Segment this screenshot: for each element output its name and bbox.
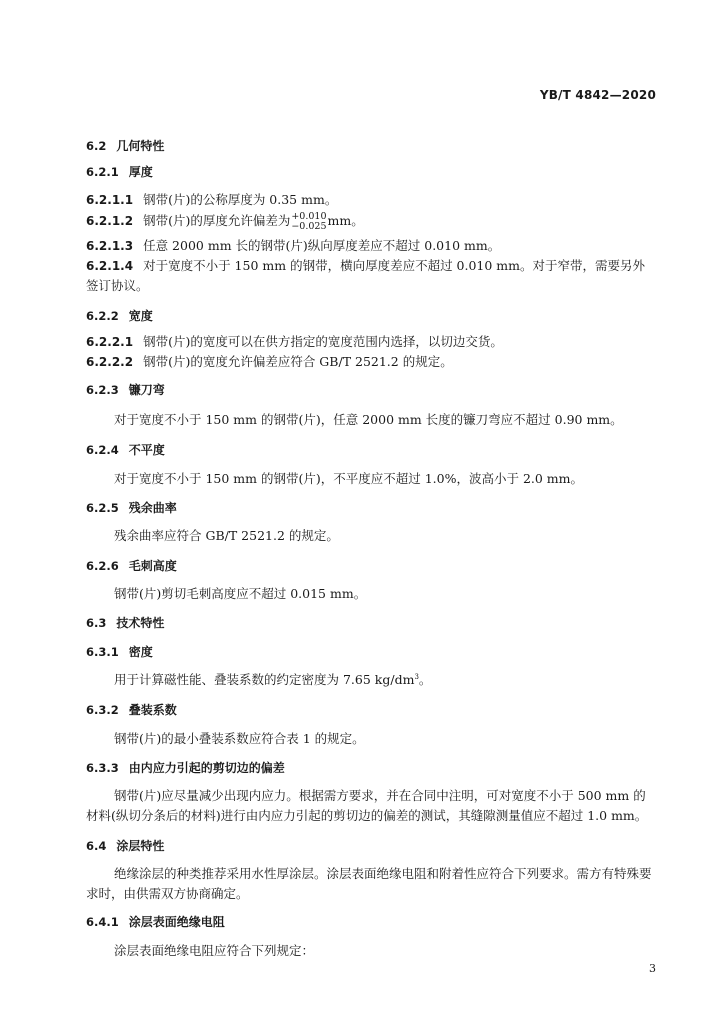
para-6-2-4: 对于宽度不小于 150 mm 的钢带(片)，不平度应不超过 1.0%，波高小于 2.0 mm。 <box>114 471 584 486</box>
heading-6-2-4: 6.2.4 不平度 <box>86 443 165 457</box>
heading-6-3: 6.3 技术特性 <box>86 616 165 630</box>
heading-6-2-1: 6.2.1 厚度 <box>86 165 153 179</box>
para-6-3-3: 钢带(片)应尽量减少出现内应力。根据需方要求，并在合同中注明，可对宽度不小于 500 mm 的材料(纵切分条后的材料)进行由内应力引起的剪切边的偏差的测试，其缝隙测量值应不超过 1.0 mm。 <box>86 788 648 823</box>
heading-6-4-1: 6.4.1 涂层表面绝缘电阻 <box>86 915 225 929</box>
para-6-2-5: 残余曲率应符合 GB/T 2521.2 的规定。 <box>114 528 339 543</box>
clause-6-2-1-3: 6.2.1.3 任意 2000 mm 长的钢带(片)纵向厚度差应不超过 0.010 mm。 <box>86 238 501 253</box>
para-6-4-1: 涂层表面绝缘电阻应符合下列规定： <box>114 943 315 958</box>
heading-6-2-3: 6.2.3 镰刀弯 <box>86 383 165 397</box>
para-6-2-3: 对于宽度不小于 150 mm 的钢带(片)，任意 2000 mm 长度的镰刀弯应不超过 0.90 mm。 <box>114 412 623 427</box>
heading-6-4: 6.4 涂层特性 <box>86 839 165 853</box>
heading-6-3-2: 6.3.2 叠装系数 <box>86 703 177 717</box>
clause-6-2-2-2: 6.2.2.2 钢带(片)的宽度允许偏差应符合 GB/T 2521.2 的规定。 <box>86 354 453 369</box>
heading-6-2-6: 6.2.6 毛刺高度 <box>86 559 177 573</box>
heading-6-3-3: 6.3.3 由内应力引起的剪切边的偏差 <box>86 761 285 775</box>
clause-6-2-1-1: 6.2.1.1 钢带(片)的公称厚度为 0.35 mm。 <box>86 192 338 207</box>
heading-6-2: 6.2 几何特性 <box>86 139 165 153</box>
clause-6-2-2-1: 6.2.2.1 钢带(片)的宽度可以在供方指定的宽度范围内选择，以切边交货。 <box>86 334 503 349</box>
para-6-4: 绝缘涂层的种类推荐采用水性厚涂层。涂层表面绝缘电阻和附着性应符合下列要求。需方有特殊要求时，由供需双方协商确定。 <box>86 866 652 901</box>
page-number: 3 <box>649 962 656 975</box>
tolerance-fraction: +0.010 −0.025 <box>291 210 327 232</box>
standard-number: YB/T 4842—2020 <box>539 88 656 102</box>
heading-6-2-5: 6.2.5 残余曲率 <box>86 501 177 515</box>
para-6-2-6: 钢带(片)剪切毛刺高度应不超过 0.015 mm。 <box>114 586 367 601</box>
para-6-3-2: 钢带(片)的最小叠装系数应符合表 1 的规定。 <box>114 731 365 746</box>
clause-6-2-1-4: 6.2.1.4 对于宽度不小于 150 mm 的钢带，横向厚度差应不超过 0.010 mm。对于窄带，需要另外签订协议。 <box>86 258 646 293</box>
heading-6-2-2: 6.2.2 宽度 <box>86 309 153 323</box>
para-6-3-1: 用于计算磁性能、叠装系数的约定密度为 7.65 $kg/dm^3$。 <box>114 672 432 687</box>
clause-6-2-1-2: 6.2.1.2 钢带(片)的厚度允许偏差为 +0.010 −0.025 mm。 <box>86 210 364 232</box>
heading-6-3-1: 6.3.1 密度 <box>86 645 153 659</box>
